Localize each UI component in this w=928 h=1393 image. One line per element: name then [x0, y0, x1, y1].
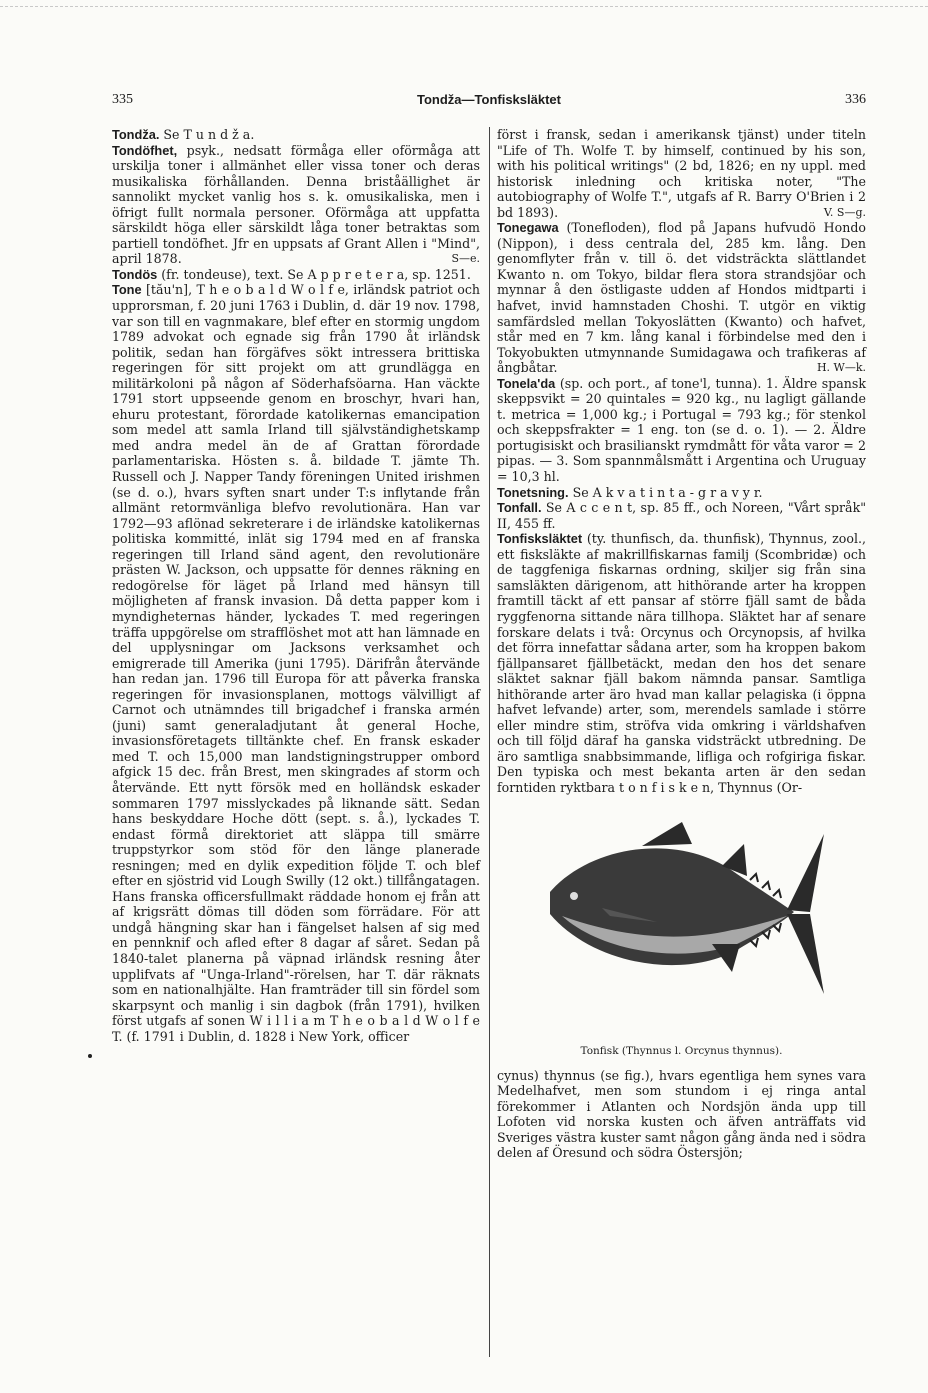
page-number-left: 335	[112, 92, 133, 107]
entry-body: [tău'n], T h e o b a l d W o l f e, irländsk patriot och upprorsman, f. 20 juni 1763 i Dublin, d. där 19 nov. 1798, var son till en vagnmakare, blef efter en stormig ungdom 1789 advokat och egnade sig från 1790 åt irländsk politik, sedan han förgäfves sökt intressera brittiska regeringen för sitt projekt om att grundlägga en militärkoloni på någon af Söderhafsöarna. Han väckte 1791 stort uppseende genom en broschyr, hvari han, ehuru protestant, förordade katolikernas emancipation som medel att samla Irland till självständighetskamp med andra medel än de af Grattan förordade parlamentariska. Hösten s. å. bildade T. jämte Th. Russell och J. Napper Tandy föreningen United irishmen (se d. o.), hvars syften snart under T:s inflytande från allmänt retormvänliga blefvo revolutionära. Han var 1792—93 aflönad sekreterare i de irländske katolikernas politiska kommitté, inlät sig 1794 med en af franska regeringen till Irland sänd agent, den revolutionäre prästen W. Jackson, och uppsatte för dennes räkning en redogörelse för läget på Irland med hänsyn till möjligheten af fransk invasion. Då detta papper kom i myndigheternas händer, lyckades T. med regeringen träffa uppgörelse om strafflöshet mot att han lämnade en del upplysningar om Jacksons verksamhet och emigrerade till Amerika (juni 1795). Därifrån återvände han redan jan. 1796 till Europa för att påverka franska regeringen för invasionsplanen, mottogs välvilligt af Carnot och utnämndes till brigadchef i franska armén (juni) samt generaladjutant åt general Hoche, invasionsföretagets tilltänkte chef. En fransk eskader med T. och 15,000 man landstigningstrupper ombord afgick 15 dec. från Brest, men skingrades af storm och återvände. Ett nytt försök med en holländsk eskader sommaren 1797 misslyckades på liknande sätt. Sedan hans beskyddare Hoche dött (sept. s. å.), lyckades T. endast förmå direktoriet att släppa till smärre truppstyrkor som stöd för den länge planerade resningen; med en dylik expedition följde T. och blef efter en sjöstrid vid Lough Swilly (12 okt.) tillfångatagen. Hans franska officersfullmakt räddade honom ej från att af krigsrätt dömas till döden som förrädare. För att undgå hängning skar han i fängelset halsen af sig med en pennknif och afled efter 8 dagar af såret. Sedan på 1840-talet planerna på väpnad irländsk resning åter upplifvats af "Unga-Irland"-rörelsen, har T. där räknats som en nationalhjälte. Han framträder till sin fördel som skarpsynt och manlig i sin dagbok (från 1791), hvilken först utgafs af sonen W i l l i a m T h e o b a l d W o l f e T. (f. 1791 i Dublin, d. 1828 i New York, officer	[112, 282, 480, 1044]
dictionary-entry	[112, 143, 480, 267]
fish-dorsal-fin	[642, 822, 692, 846]
entry-body: Se A k v a t i n t a - g r a v y r.	[568, 484, 763, 500]
entry-headword: Tone	[112, 282, 142, 298]
right-column	[497, 127, 866, 1161]
margin-mark	[88, 1054, 92, 1058]
entry-headword: Tondža.	[112, 127, 160, 142]
figure	[497, 804, 866, 1044]
entry-body: först i fransk, sedan i amerikansk tjänst) under titeln "Life of Th. Wolfe T. by himself, continued by his son, with his political writings" (2 bd, 1826; en ny uppl. med historisk inledning och kritiska noter, "The autobiography of Wolfe T.", utgafs af R. Barry O'Brien i 2 bd 1893).	[497, 127, 866, 220]
fish-tail-lower	[787, 914, 824, 994]
entry-headword: Tondös	[112, 266, 158, 282]
dictionary-entry	[112, 127, 480, 143]
dictionary-entry	[497, 376, 866, 485]
entry-body: psyk., nedsatt förmåga eller oförmåga att urskilja toner i allmänhet eller vissa toner och deras musikaliska förhållanden. Denna briståällighet är sannolikt mycket vanlig hos s. k. omusikaliska, men i öfrigt fullt normala personer. Oförmåga att uppfatta särskildt höga eller särskildt låga toner betraktas som partiell tondöfhet. Jfr en uppsats af Grant Allen i "Mind", april 1878.	[112, 142, 480, 267]
fish-tail-upper	[787, 834, 824, 912]
column-divider	[489, 127, 490, 1357]
entry-headword: Tonfall.	[497, 500, 542, 516]
running-title: Tondža—Tonfisksläktet	[417, 92, 561, 107]
page-header	[112, 90, 866, 112]
left-column	[112, 127, 480, 1044]
entry-headword: Tondöfhet,	[112, 142, 178, 158]
entry-body: Se T u n d ž a.	[159, 127, 255, 142]
entry-headword: Tonfisksläktet	[497, 531, 583, 547]
entry-signature: S—e.	[451, 252, 480, 266]
entry-body: (ty. thunfisch, da. thunfisk), Thynnus, zool., ett fisksläkte af makrillfiskarnas familj (Scombridæ) och de taggfeniga fiskarnas ordning, skiljer sig från sina samsläkten därigenom, att hithörande arter ha kroppen framtill täckt af ett pansar af större fjäll samt de båda ryggfenorna sittande nära tillhopa. Släktet har af senare forskare delats i två: Orcynus och Orcynopsis, af hvilka det förra innefattar sådana arter, som ha kroppen bakom fjällpansaret fjällbetäckt, medan den hos det senare släktet saknar fjäll bakom nämnda pansar. Samtliga hithörande arter äro hvad man kallar pelagiska (i öppna hafvet lefvande) arter, som, merendels samlade i större eller mindre stim, ströfva vida omkring i världshafven och till följd däraf ha ganska vidsträckt utbredning. De äro samtliga snabbsimmande, lifliga och rofgiriga fiskar. Den typiska och mest bekanta arten är den sedan forntiden ryktbara t o n f i s k e n, Thynnus (Or-	[497, 531, 866, 795]
dictionary-entry	[112, 267, 480, 283]
fish-eye	[570, 892, 578, 900]
entry-body: (fr. tondeuse), text. Se A p p r e t e r a, sp. 1251.	[157, 266, 471, 282]
entry-headword: Tonegawa	[497, 220, 559, 236]
dictionary-entry	[497, 500, 866, 531]
dictionary-entry	[497, 220, 866, 375]
dictionary-entry	[112, 282, 480, 1044]
entry-signature: V. S—g.	[823, 205, 866, 219]
entry-headword: Tonela'da	[497, 375, 556, 391]
entry-headword: Tonetsning.	[497, 484, 569, 500]
entry-body: Se A c c e n t, sp. 85 ff., och Noreen, "Vårt språk" II, 455 ff.	[497, 500, 866, 531]
entry-body: (Tonefloden), flod på Japans hufvudö Hondo (Nippon), i dess centrala del, 285 km. lång. Den genomflyter från v. till ö. det vidsträckta slättlandet Kwanto n. om Tokyo, bildar flera stora strandsjöar och mynnar å den östligaste udden af Hondos midtparti i hafvet, invid hamnstaden Choshi. T. utgör en viktig samfärdsled mellan Tokyoslätten (Kwanto) och hafvet, står med en 7 km. lång kanal i förbindelse med den i Tokyobukten utmynnande Sumidagawa och trafikeras af ångbåtar.	[497, 220, 866, 376]
dictionary-entry	[497, 485, 866, 501]
dictionary-entry	[497, 127, 866, 220]
entry-body: (sp. och port., af tone'l, tunna). 1. Äldre spansk skeppsvikt = 20 quintales = 920 kg., nu lagligt gällande t. metrica = 1,000 kg.; i Portugal = 793 kg.; för stenkol och skeppsfrakter = 1 eng. ton (se d. o. 1). — 2. Äldre portugisiskt och brasilianskt rymdmått för våta varor = 2 pipas. — 3. Som spannmålsmått i Argentina och Uruguay = 10,3 hl.	[497, 375, 866, 485]
figure-caption: Tonfisk (Thynnus l. Orcynus thynnus).	[580, 1044, 783, 1057]
dictionary-entry	[497, 531, 866, 795]
page-number-right: 336	[845, 92, 866, 107]
entry-signature: H. W—k.	[816, 361, 866, 375]
scan-top-border	[0, 6, 928, 8]
right-column-entries	[497, 127, 866, 796]
tuna-fish-illustration	[532, 804, 832, 1034]
right-continuation: cynus) thynnus (se fig.), hvars egentliga hem synes vara Medelhafvet, men som stundom i ej ringa antal förekommer i Atlanten och Nordsjön ända upp till Lofoten vid norska kusten och äfven anträffats vid Sveriges västra kuster samt någon gång ända ned i södra delen af Öresund och södra Östersjön;	[497, 1067, 866, 1161]
